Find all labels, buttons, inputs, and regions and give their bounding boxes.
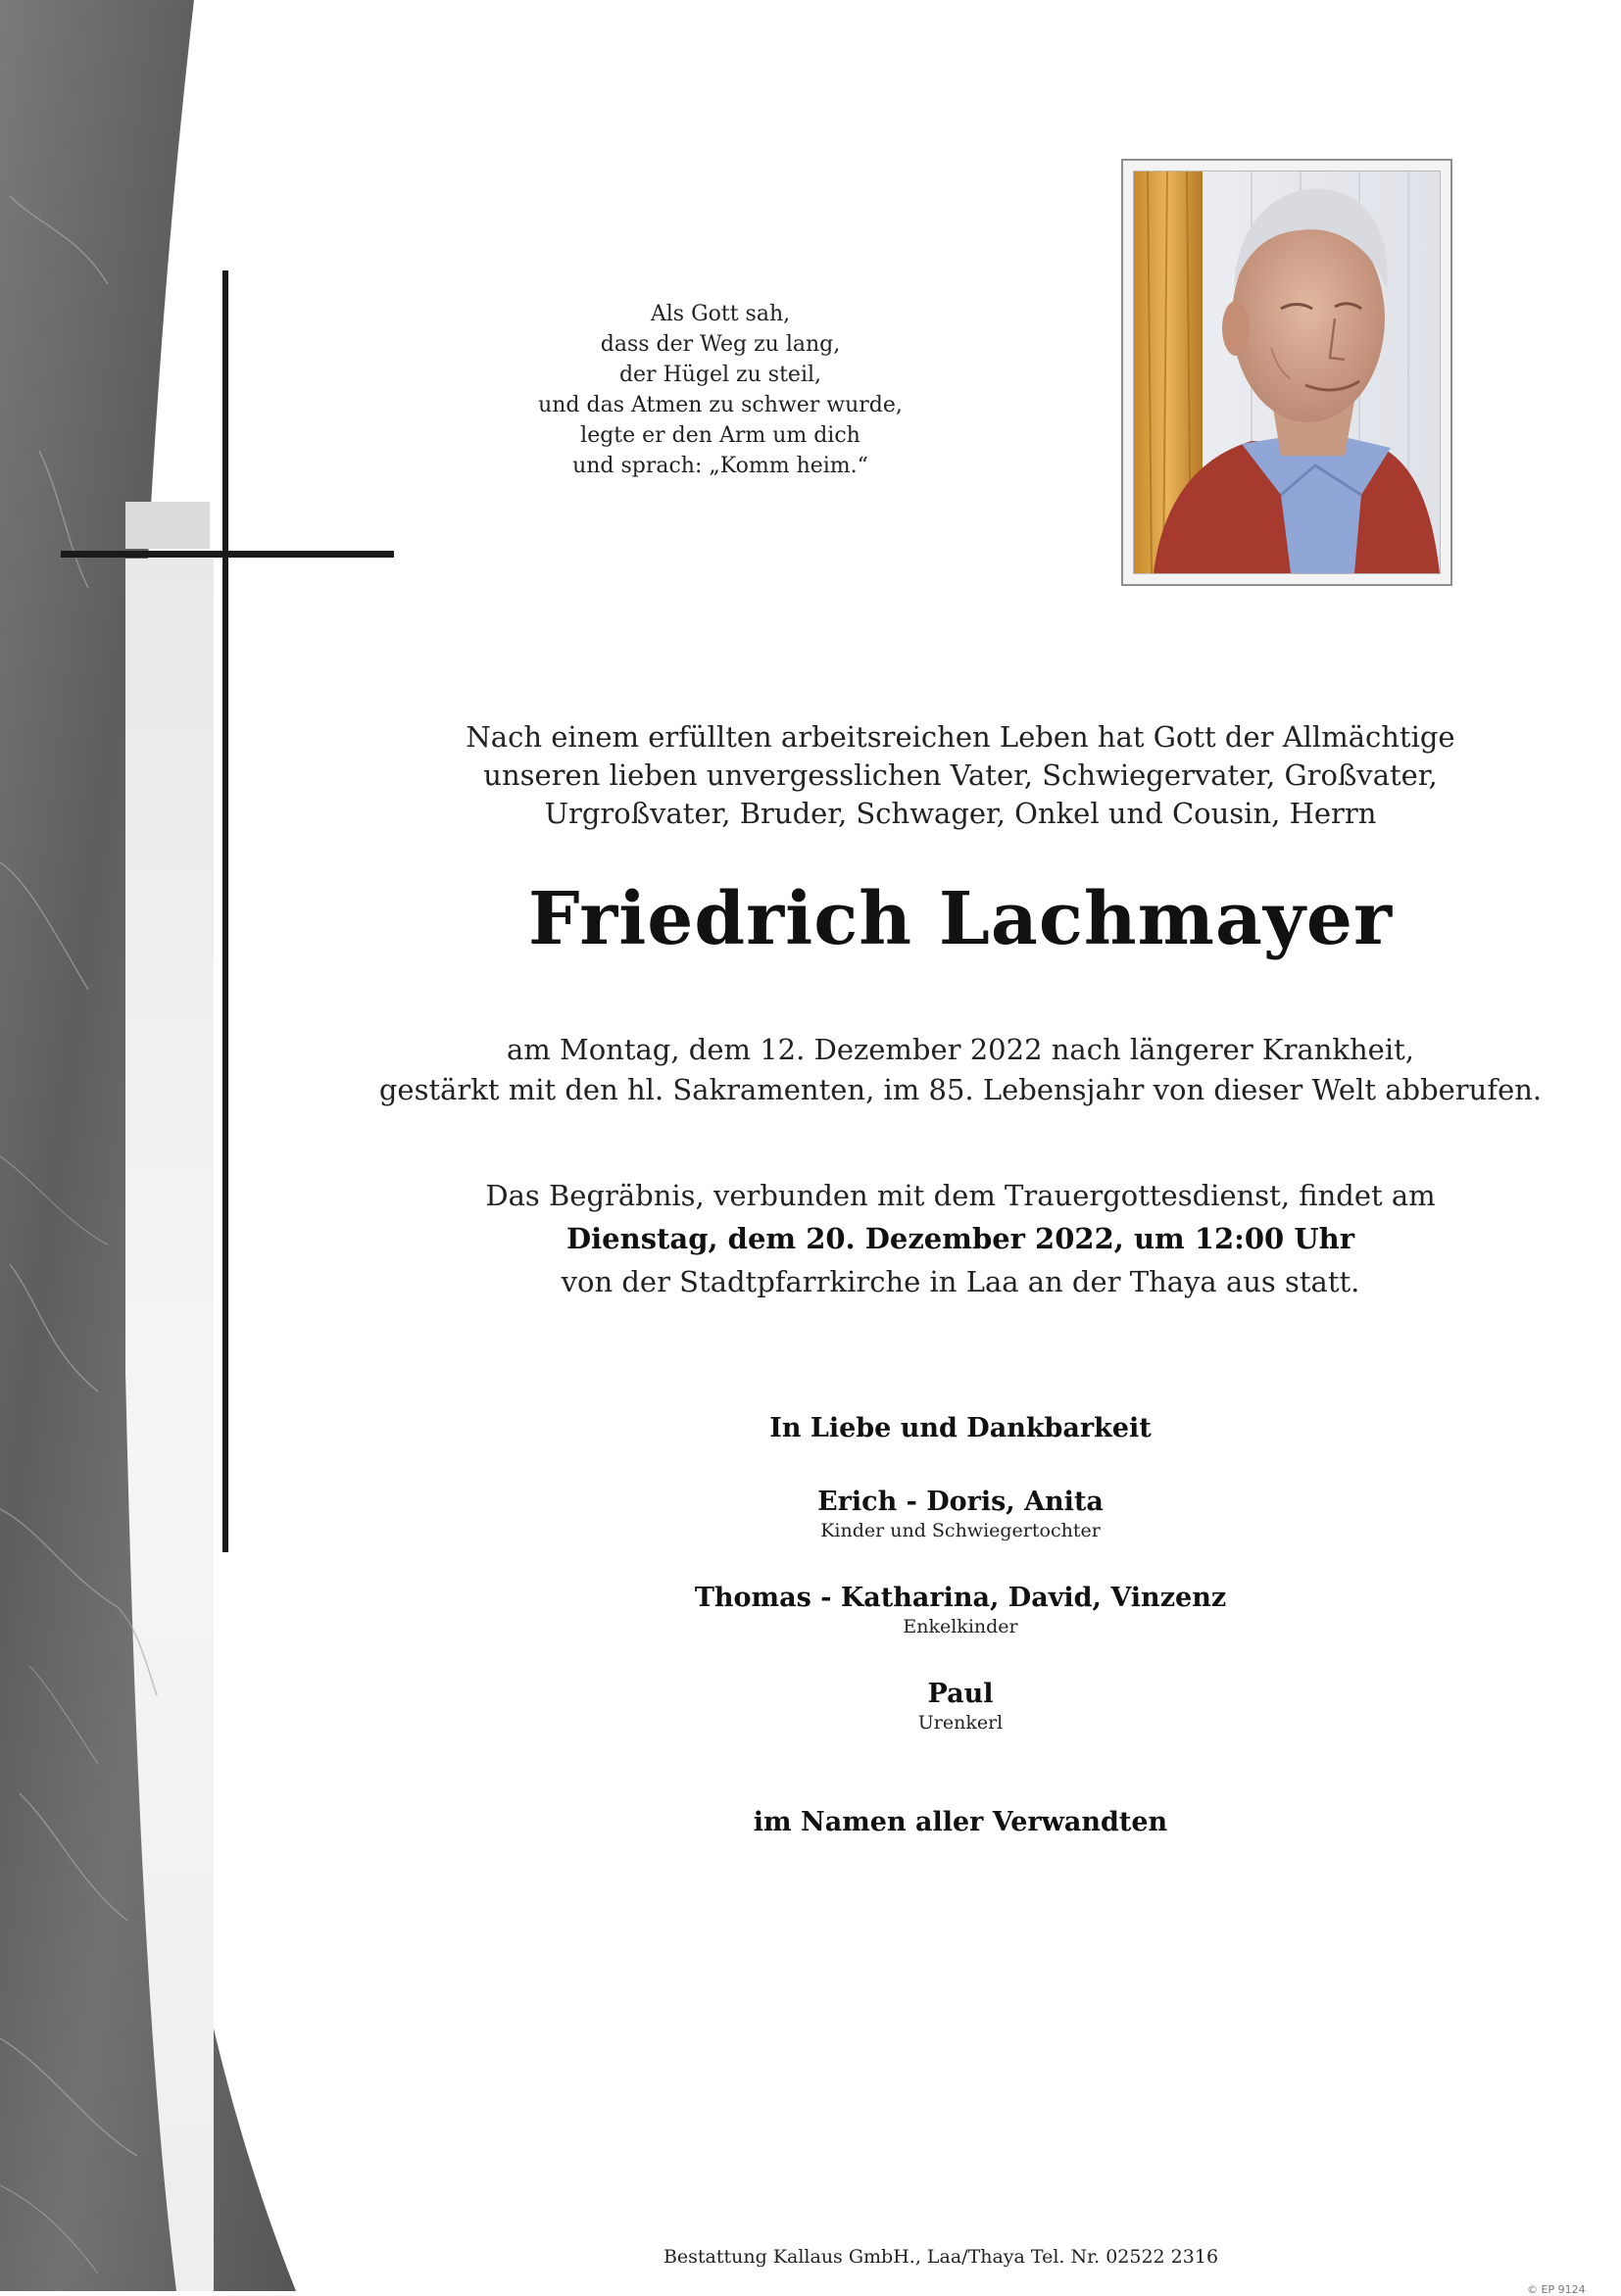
funeral-location: von der Stadtpfarrkirche in Laa an der Thaya aus statt. [561,1265,1360,1298]
death-line: am Montag, dem 12. Dezember 2022 nach längerer Krankheit, [507,1033,1414,1066]
death-details [372,1030,1548,1110]
poem-line: und das Atmen zu schwer wurde, [538,393,903,417]
announcement-intro [372,718,1548,833]
mourner-names: Paul [927,1679,994,1709]
deceased-name: Friedrich Lachmayer [527,877,1394,961]
poem-line: und sprach: „Komm heim.“ [572,454,868,478]
mourner-relation: Urenkerl [917,1712,1004,1734]
mourners-section [372,1411,1548,1840]
mourner-relation: Kinder und Schwiegertochter [820,1520,1101,1541]
funeral-home-footer: Bestattung Kallaus GmbH., Laa/Thaya Tel. Nr. 02522 2316 [663,2246,1219,2268]
funeral-details [372,1174,1548,1303]
death-line: gestärkt mit den hl. Sakramenten, im 85. Lebensjahr von dieser Welt abberufen. [378,1073,1543,1106]
funeral-date: Dienstag, dem 20. Dezember 2022, um 12:00 Uhr [566,1222,1354,1255]
print-code: © EP 9124 [1527,2283,1586,2296]
intro-line: Nach einem erfüllten arbeitsreichen Leben hat Gott der Allmächtige [466,720,1455,754]
portrait-photo [1133,171,1441,574]
memorial-poem [490,299,951,481]
mourner-relation: Enkelkinder [903,1616,1018,1637]
cross-horizontal-bar [61,551,394,558]
cross-vertical-bar [222,270,228,1552]
poem-line: der Hügel zu steil, [618,363,822,387]
final-phrase: im Namen aller Verwandten [753,1807,1168,1837]
mourner-names: Thomas - Katharina, David, Vinzenz [694,1583,1227,1613]
intro-line: unseren lieben unvergesslichen Vater, Schwiegervater, Großvater, [483,758,1438,792]
closing-phrase: In Liebe und Dankbarkeit [769,1413,1152,1443]
poem-line: dass der Weg zu lang, [600,332,841,357]
poem-line: Als Gott sah, [650,302,791,326]
funeral-intro-line: Das Begräbnis, verbunden mit dem Trauergottesdienst, findet am [485,1179,1436,1212]
mourner-group [372,1486,1548,1542]
mourner-names: Erich - Doris, Anita [817,1487,1104,1517]
poem-line: legte er den Arm um dich [580,423,860,448]
mourner-group [372,1678,1548,1734]
mourner-group [372,1582,1548,1638]
pale-strip-top [125,502,210,549]
intro-line: Urgroßvater, Bruder, Schwager, Onkel und Cousin, Herrn [544,797,1377,830]
portrait-frame [1121,159,1452,586]
